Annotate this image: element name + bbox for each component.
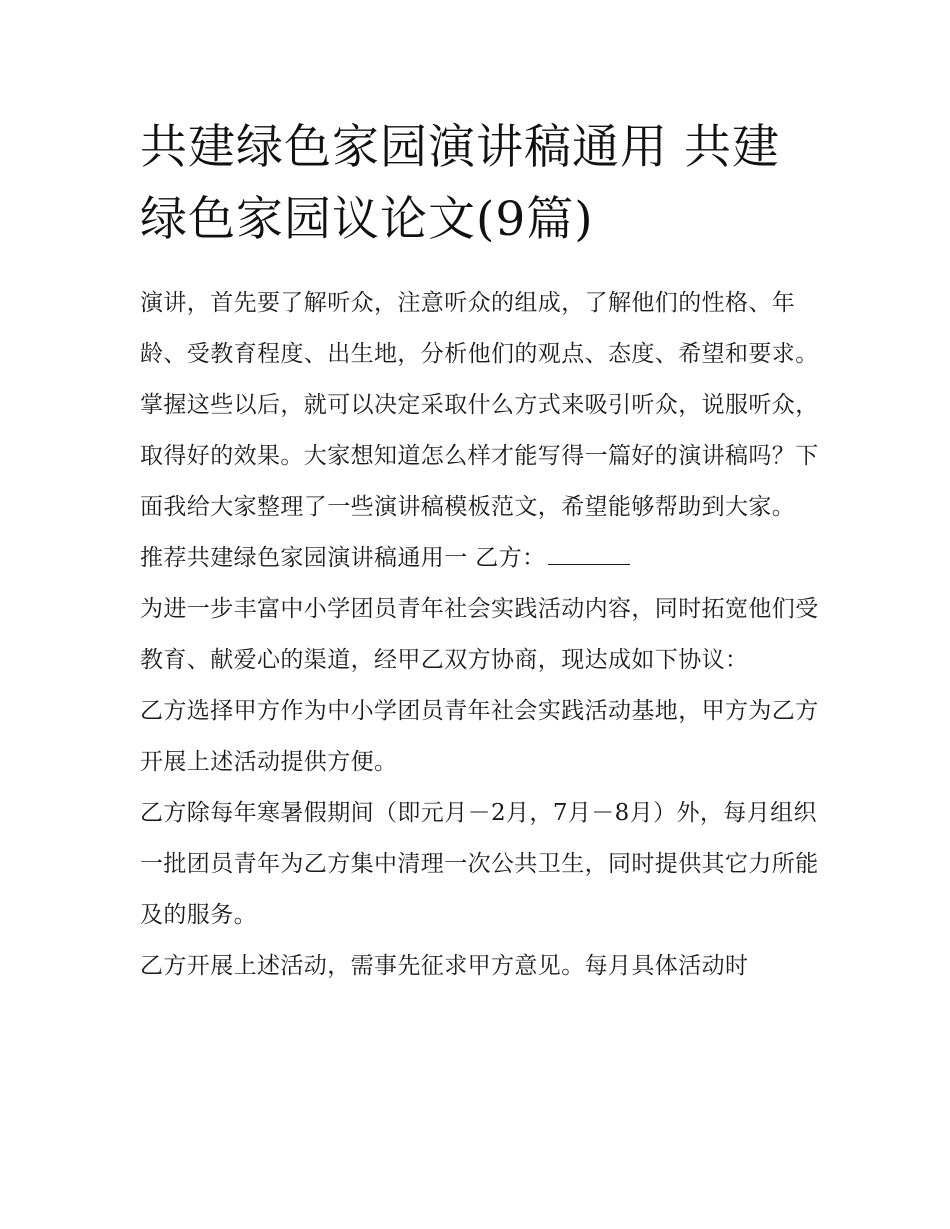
intro-paragraph: 演讲，首先要了解听众，注意听众的组成，了解他们的性格、年龄、受教育程度、出生地，分析他们的观点、态度、希望和要求。掌握这些以后，就可以决定采取什么方式来吸引听众，说服听众，取得好的效果。大家想知道怎么样才能写得一篇好的演讲稿吗？下面我给大家整理了一些演讲稿模板范文，希望能够帮助到大家。 — [140, 290, 819, 520]
section-heading-text: 推荐共建绿色家园演讲稿通用一 乙方： — [140, 545, 546, 571]
body-paragraph-4: 乙方开展上述活动，需事先征求甲方意见。每月具体活动时 — [140, 953, 749, 979]
document-title: 共建绿色家园演讲稿通用 共建绿色家园议论文(9篇) — [140, 120, 780, 247]
body-paragraph-1: 为进一步丰富中小学团员青年社会实践活动内容，同时拓宽他们受教育、献爱心的渠道，经甲乙双方协商，现达成如下协议： — [140, 596, 819, 673]
body-paragraph-3: 乙方除每年寒暑假期间（即元月－2月，7月－8月）外，每月组织一批团员青年为乙方集中清理一次公共卫生，同时提供其它力所能及的服务。 — [140, 800, 819, 928]
document-page — [140, 112, 820, 992]
section-heading-paragraph — [140, 533, 820, 584]
body-paragraph-2: 乙方选择甲方作为中小学团员青年社会实践活动基地，甲方为乙方开展上述活动提供方便。 — [140, 698, 819, 775]
fill-in-blank — [548, 538, 630, 565]
